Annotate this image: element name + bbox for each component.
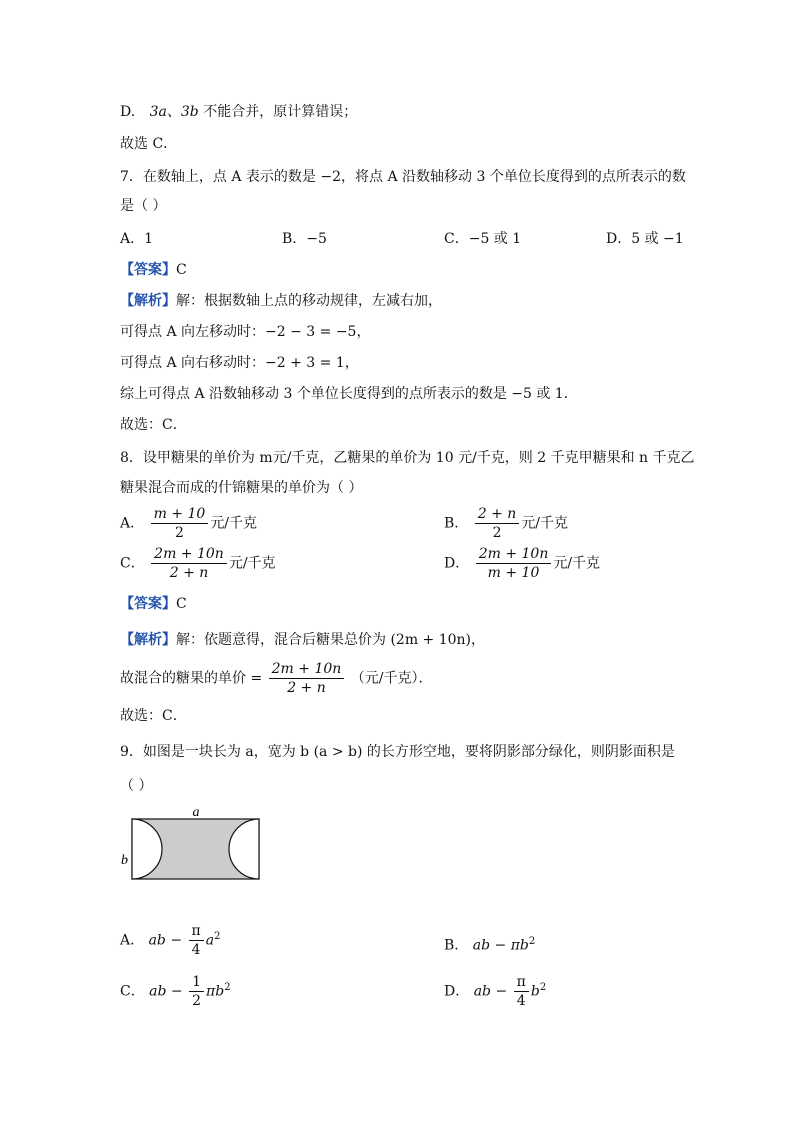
fraction: $\frac{m + 10}{2}$ bbox=[151, 505, 209, 542]
q9-option-c: C． ab − $\frac{1}{2}$ $\pi b^2$ bbox=[120, 974, 231, 1009]
fraction: $\frac{2 + n}{2}$ bbox=[475, 505, 520, 542]
q7-option-b: B．−5 bbox=[282, 231, 327, 247]
q8-option-d: D． $\frac{2m + 10n}{m + 10}$ 元/千克 bbox=[444, 546, 601, 581]
q7-explanation-3: 可得点 A 向右移动时：−2 + 3 = 1， bbox=[120, 355, 359, 371]
fraction: $\frac{2m + 10n}{2 + n}$ bbox=[269, 660, 345, 697]
q7-answer: 【答案】C bbox=[120, 262, 187, 278]
option-d-continuation: D. 3a、3b 不能合并，原计算错误； bbox=[120, 104, 358, 120]
q7-option-c: C．−5 或 1 bbox=[444, 231, 522, 247]
q7-option-a: A．1 bbox=[120, 231, 154, 247]
label-a: a bbox=[192, 805, 200, 820]
q7-stem-line2: 是（ ） bbox=[120, 198, 167, 214]
q8-option-c: C． $\frac{2m + 10n}{2 + n}$ 元/千克 bbox=[120, 546, 276, 581]
q8-stem-line1: 8．设甲糖果的单价为 m元/千克，乙糖果的单价为 10 元/千克，则 2 千克甲糖果和 n 千克乙 bbox=[120, 450, 695, 466]
fraction: $\frac{\pi}{4}$ bbox=[514, 973, 529, 1010]
answer-tag: 【答案】 bbox=[120, 596, 176, 612]
q8-option-a: A． $\frac{m + 10}{2}$ 元/千克 bbox=[120, 506, 258, 541]
fraction: $\frac{2m + 10n}{m + 10}$ bbox=[476, 545, 552, 582]
fraction: $\frac{\pi}{4}$ bbox=[189, 922, 204, 959]
explanation-tag: 【解析】 bbox=[120, 632, 176, 648]
label-b: b bbox=[121, 853, 128, 868]
explanation-tag: 【解析】 bbox=[120, 293, 176, 309]
q7-explanation-2: 可得点 A 向左移动时：−2 − 3 = −5， bbox=[120, 324, 371, 340]
q8-answer: 【答案】C bbox=[120, 596, 187, 612]
conclusion-line: 故选 C． bbox=[120, 136, 178, 152]
q9-option-d: D． ab − $\frac{\pi}{4}$ $b^2$ bbox=[444, 974, 547, 1009]
q9-stem-line1: 9．如图是一块长为 a，宽为 b (a > b) 的长方形空地，要将阴影部分绿化，则阴影面积是 bbox=[120, 744, 675, 760]
q8-option-b: B． $\frac{2 + n}{2}$ 元/千克 bbox=[444, 506, 569, 541]
rectangle-figure bbox=[118, 804, 268, 894]
q7-stem-line1: 7．在数轴上，点 A 表示的数是 −2，将点 A 沿数轴移动 3 个单位长度得到的点所表示的数 bbox=[120, 169, 686, 185]
q7-option-d: D．5 或 −1 bbox=[606, 231, 684, 247]
q7-explanation-5: 故选：C． bbox=[120, 417, 187, 433]
q8-explanation-1: 【解析】解：依题意得，混合后糖果总价为 (2m + 10n)， bbox=[120, 632, 486, 648]
q8-stem-line2: 糖果混合而成的什锦糖果的单价为（ ） bbox=[120, 480, 363, 496]
q9-option-a: A． ab − $\frac{\pi}{4}$ $a^2$ bbox=[120, 923, 221, 958]
answer-tag: 【答案】 bbox=[120, 262, 176, 278]
fraction: $\frac{2m + 10n}{2 + n}$ bbox=[151, 545, 227, 582]
q8-explanation-3: 故选：C． bbox=[120, 708, 187, 724]
q9-option-b: B． ab − $\pi b^2$ bbox=[444, 936, 536, 954]
q9-stem-line2: （ ） bbox=[120, 778, 153, 794]
fraction: $\frac{1}{2}$ bbox=[189, 973, 204, 1010]
q7-explanation-4: 综上可得点 A 沿数轴移动 3 个单位长度得到的点所表示的数是 −5 或 1． bbox=[120, 386, 578, 402]
q8-explanation-2: 故混合的糖果的单价 = $\frac{2m + 10n}{2 + n}$ （元/千克）． bbox=[120, 661, 433, 696]
q7-explanation-1: 【解析】解：根据数轴上点的移动规律，左减右加， bbox=[120, 293, 442, 309]
